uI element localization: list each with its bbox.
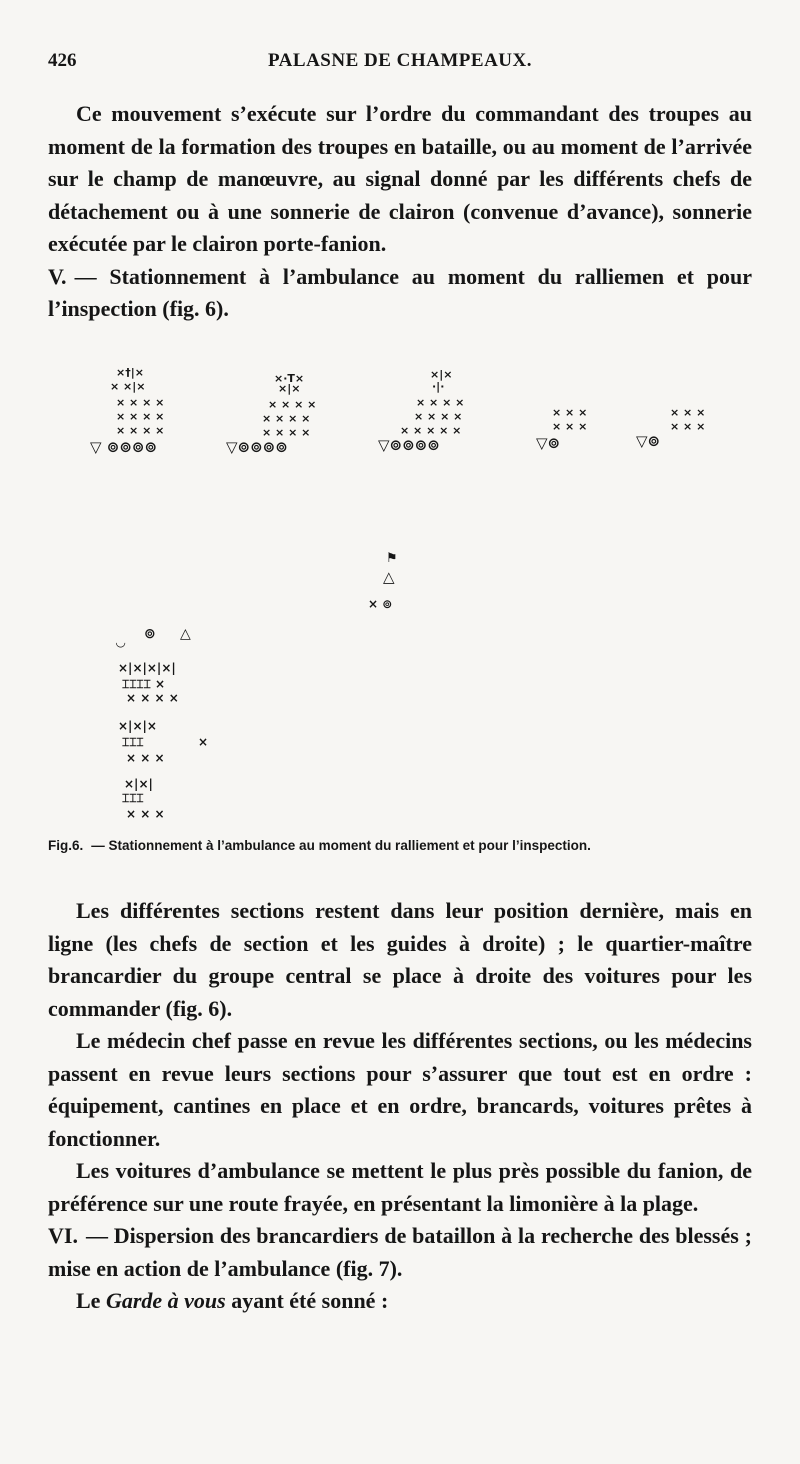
final-line-suffix: ayant été sonné : <box>231 1288 389 1313</box>
svg-text:×†|×: ×†|× <box>116 366 144 379</box>
paragraph-sections-in-line: Les différentes sections restent dans leur position dernière, mais en ligne (les chefs de section et les guides à droite) ; le quartier-maître brancardier du groupe central se place à droite des voitures pour les commander (fig. 6). <box>48 898 752 1021</box>
figure-6-diagram <box>48 356 760 836</box>
svg-text:⊚: ⊚ <box>144 626 156 642</box>
figure-caption <box>48 838 758 853</box>
section-group-4 <box>552 406 587 433</box>
svg-text:⌶⌶⌶: ⌶⌶⌶ <box>122 735 144 749</box>
paragraph-medical-review: Le médecin chef passe en revue les différentes sections, ou les médecins passent en revue leurs sections pour s’assurer que tout est en ordre : équipement, cantines en place et en ordre, brancards, voitures prêtes à fonctionner. <box>48 1028 752 1151</box>
svg-text:×: × <box>198 735 209 749</box>
svg-text:◡: ◡ <box>116 635 126 649</box>
section-v-number: V. <box>48 263 67 289</box>
svg-text:× × ×: × × × <box>552 406 588 419</box>
final-line-prefix: Le <box>76 1288 101 1313</box>
central-group-symbols <box>368 551 398 611</box>
svg-text:·|·: ·|· <box>432 380 445 393</box>
page-number: 426 <box>48 50 77 71</box>
svg-text:▽ ⊚⊚⊚⊚: ▽ ⊚⊚⊚⊚ <box>90 438 158 456</box>
figure-caption-text: — Stationnement à l’ambulance au moment du ralliement et pour l’inspection. <box>91 838 591 853</box>
paragraph-ambulance-cars: Les voitures d’ambulance se mettent le plus près possible du fanion, de préférence sur une route frayée, en présentant la limonière à la plage. <box>48 1158 752 1216</box>
svg-text:× × × ×: × × × × <box>126 691 179 705</box>
svg-text:× × × ×: × × × × <box>268 398 317 411</box>
svg-text:⌶⌶⌶: ⌶⌶⌶ <box>122 791 144 805</box>
svg-text:▽⊚⊚⊚⊚: ▽⊚⊚⊚⊚ <box>378 436 440 454</box>
svg-text:× × ×: × × × <box>552 420 588 433</box>
svg-text:× ⊚: × ⊚ <box>368 597 393 611</box>
svg-text:× × × ×: × × × × <box>116 410 165 423</box>
section-group-3 <box>400 368 464 437</box>
svg-text:△: △ <box>383 568 395 586</box>
svg-text:× ×|×: × ×|× <box>110 380 146 393</box>
running-head <box>48 50 752 76</box>
svg-text:▽⊚: ▽⊚ <box>636 432 661 450</box>
header-title: PALASNE DE CHAMPEAUX. <box>267 50 532 71</box>
svg-text:×|×: ×|× <box>278 382 301 395</box>
svg-text:× × ×: × × × <box>126 751 165 765</box>
svg-text:△: △ <box>180 626 191 642</box>
svg-text:⚑: ⚑ <box>386 551 398 566</box>
svg-text:× × ×: × × × <box>126 807 165 821</box>
svg-text:▽⊚: ▽⊚ <box>536 434 561 452</box>
svg-text:×|×: ×|× <box>430 368 453 381</box>
section-vi-heading <box>48 1220 752 1285</box>
section-v-title: — Stationnement à l’ambulance au moment du ralliemen et pour l’inspection (fig. 6). <box>48 263 752 321</box>
svg-text:×|×|×: ×|×|× <box>118 719 157 733</box>
cart-rows <box>90 432 660 456</box>
final-line <box>48 1285 752 1318</box>
svg-text:× × ×: × × × <box>670 406 706 419</box>
svg-text:× × × × ×: × × × × × <box>400 424 462 437</box>
svg-text:× × ×: × × × <box>670 420 706 433</box>
section-vi-title: — Dispersion des brancardiers de bataillon à la recherche des blessés ; mise en action de l’ambulance (fig. 7). <box>48 1223 752 1281</box>
section-group-1 <box>110 366 164 437</box>
upper-text <box>48 98 752 326</box>
intro-paragraph: Ce mouvement s’exécute sur l’ordre du commandant des troupes au moment de la formation des troupes en bataille, ou au moment de l’arrivée sur le champ de manœuvre, au signal donné par les différents chefs de détachement ou à une sonnerie de clairon (convenue d’avance), sonnerie exécutée par le clairon porte-fanion. <box>48 101 752 256</box>
section-group-5 <box>670 406 705 433</box>
figure-label: Fig.6. <box>48 838 84 853</box>
svg-text:× × × ×: × × × × <box>262 426 311 439</box>
section-group-2 <box>262 372 316 439</box>
svg-text:× × × ×: × × × × <box>414 410 463 423</box>
section-v-heading <box>48 261 752 326</box>
svg-text:▽⊚⊚⊚⊚: ▽⊚⊚⊚⊚ <box>226 438 288 456</box>
svg-text:× × × ×: × × × × <box>416 396 465 409</box>
svg-text:×|×|×|×|: ×|×|×|×| <box>118 661 176 675</box>
svg-text:× × × ×: × × × × <box>262 412 311 425</box>
left-small-symbols <box>116 626 191 649</box>
svg-text:× × × ×: × × × × <box>116 424 165 437</box>
svg-text:×|×|: ×|×| <box>124 777 153 791</box>
bearer-formations <box>118 661 208 821</box>
svg-text:×·T×: ×·T× <box>274 372 305 385</box>
lower-text <box>48 895 752 1318</box>
svg-text:⌶⌶⌶⌶ ×: ⌶⌶⌶⌶ × <box>122 677 166 691</box>
final-line-emphasis: Garde à vous <box>105 1288 226 1313</box>
svg-text:× × × ×: × × × × <box>116 396 165 409</box>
section-vi-number: VI. <box>48 1223 78 1248</box>
